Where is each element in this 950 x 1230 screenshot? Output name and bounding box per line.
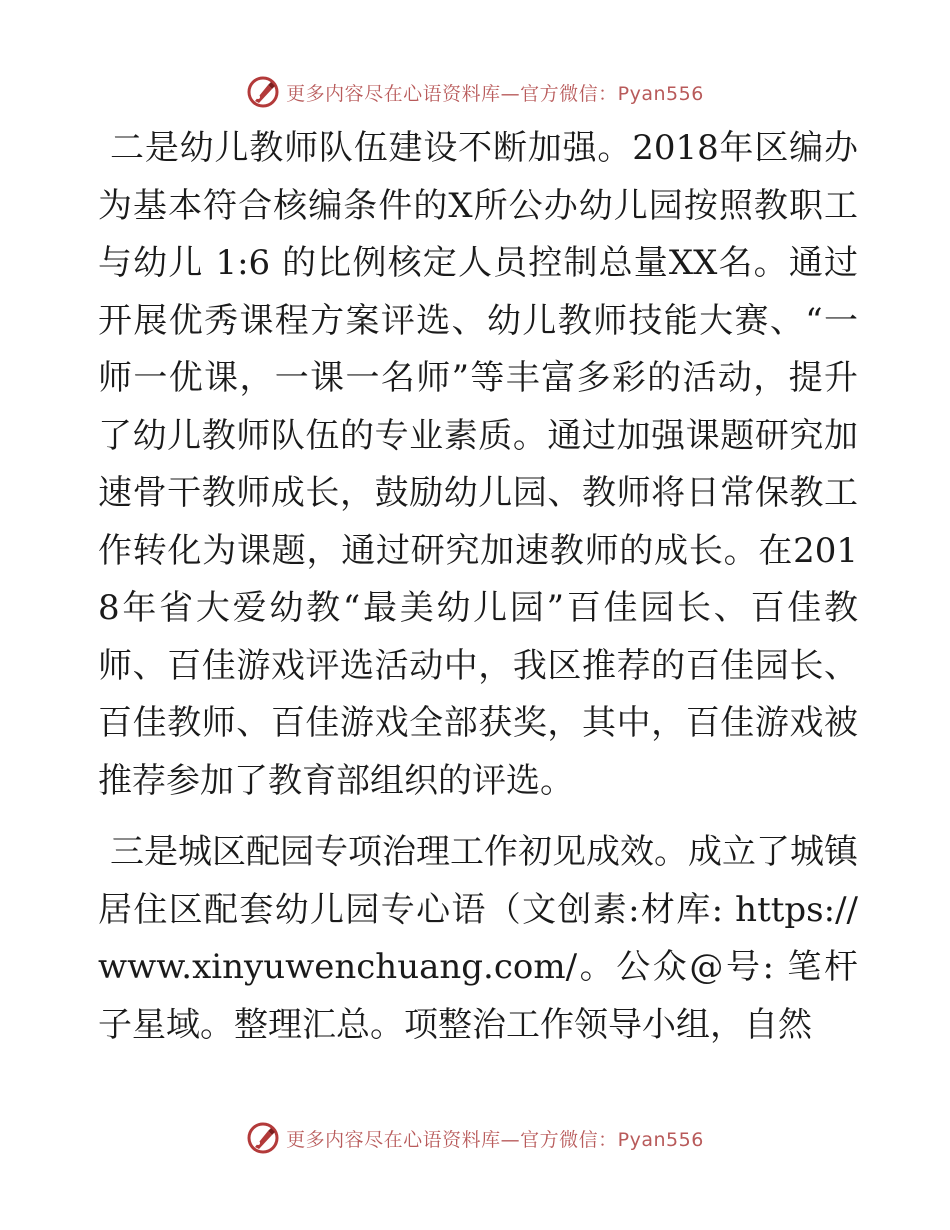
paragraph-kindergarten-governance: 三是城区配园专项治理工作初见成效。成立了城镇居住区配套幼儿园专心语（文创素:材库: https://www.xinyuwenchuang.com/。公众@号: 笔杆子星域。整理汇总。项整治工作领导小组，自然 bbox=[98, 832, 858, 1045]
footer-banner-text: 更多内容尽在心语资料库—官方微信：Pyan556 bbox=[286, 1128, 704, 1151]
paragraph-teacher-team: 二是幼儿教师队伍建设不断加强。2018年区编办为基本符合核编条件的X所公办幼儿园按照教职工与幼儿 1:6 的比例核定人员控制总量XX名。通过开展优秀课程方案评选、幼儿教师技能大赛、“一师一优课，一课一名师”等丰富多彩的活动，提升了幼儿教师队伍的专业素质。通过加强课题研究加速骨干教师成长，鼓励幼儿园、教师将日常保教工作转化为课题，通过研究加速教师的成长。在2018年省大爱幼教“最美幼儿园”百佳园长、百佳教师、百佳游戏评选活动中，我区推荐的百佳园长、百佳教师、百佳游戏全部获奖，其中，百佳游戏被推荐参加了教育部组织的评选。 bbox=[98, 128, 858, 801]
pen-logo-icon bbox=[246, 75, 280, 109]
header-banner bbox=[0, 72, 950, 112]
pen-logo-icon bbox=[246, 1121, 280, 1155]
document-body bbox=[98, 120, 858, 1054]
header-banner-text: 更多内容尽在心语资料库—官方微信：Pyan556 bbox=[286, 82, 704, 105]
footer-banner bbox=[0, 1118, 950, 1158]
